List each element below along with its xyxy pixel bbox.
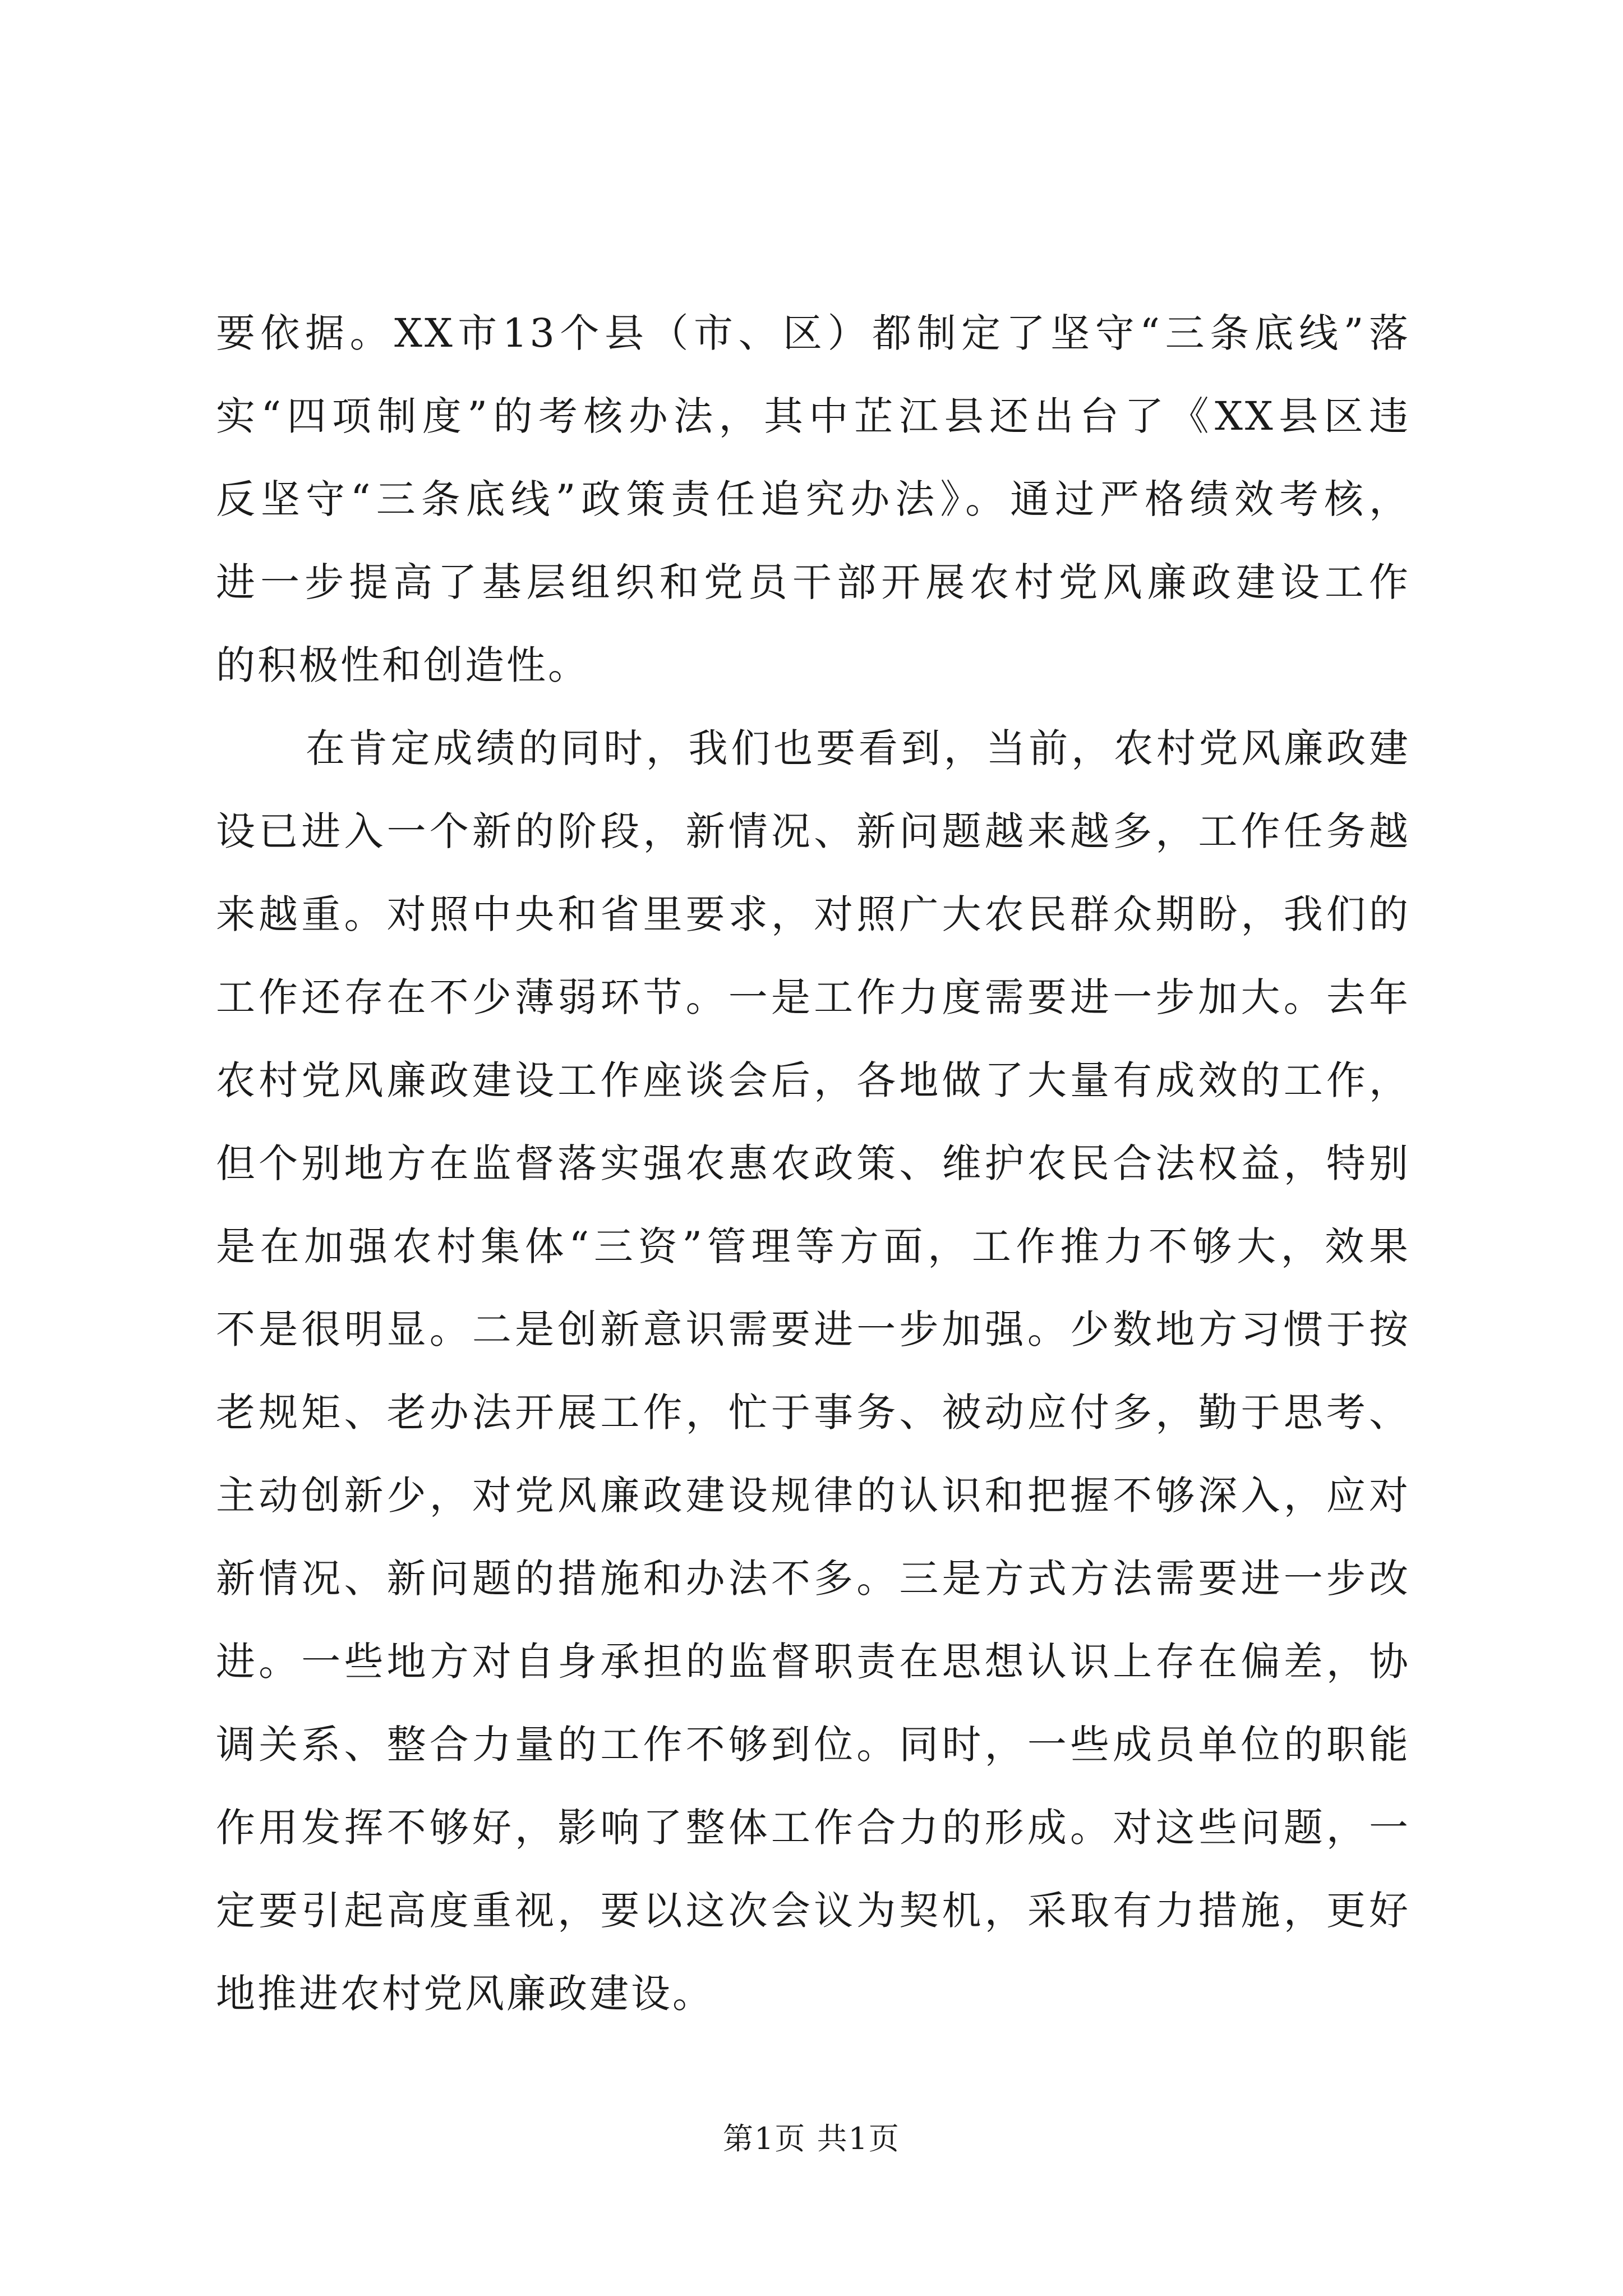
paragraph-2 (216, 707, 1410, 2035)
text-line: 在肯定成绩的同时，我们也要看到，当前，农村党风廉政建 (306, 725, 1410, 771)
text-line: 的积极性和创造性。 (216, 642, 589, 688)
text-line: 农村党风廉政建设工作座谈会后，各地做了大量有成效的工作， (216, 1057, 1410, 1103)
text-line: 但个别地方在监督落实强农惠农政策、维护农民合法权益，特别 (216, 1140, 1410, 1186)
text-line: 来越重。对照中央和省里要求，对照广大农民群众期盼，我们的 (216, 891, 1410, 937)
text-line: 是在加强农村集体“三资”管理等方面，工作推力不够大，效果 (216, 1223, 1410, 1269)
text-line: 主动创新少，对党风廉政建设规律的认识和把握不够深入，应对 (216, 1473, 1410, 1519)
text-line: 定要引起高度重视，要以这次会议为契机，采取有力措施，更好 (216, 1888, 1410, 1934)
paragraph-1 (216, 292, 1410, 707)
text-line: 调关系、整合力量的工作不够到位。同时，一些成员单位的职能 (216, 1722, 1410, 1768)
text-line: 老规矩、老办法开展工作，忙于事务、被动应付多，勤于思考、 (216, 1389, 1410, 1435)
text-line: 不是很明显。二是创新意识需要进一步加强。少数地方习惯于按 (216, 1306, 1410, 1352)
text-line: 设已进入一个新的阶段，新情况、新问题越来越多，工作任务越 (216, 808, 1410, 854)
text-line: 反坚守“三条底线”政策责任追究办法》。通过严格绩效考核， (216, 476, 1410, 522)
text-line: 实“四项制度”的考核办法，其中芷江县还出台了《XX县区违 (216, 393, 1410, 439)
document-body (216, 292, 1410, 2035)
text-line: 作用发挥不够好，影响了整体工作合力的形成。对这些问题，一 (216, 1805, 1410, 1851)
text-line: 地推进农村党风廉政建设。 (216, 1971, 714, 2017)
text-line: 进一步提高了基层组织和党员干部开展农村党风廉政建设工作 (216, 559, 1410, 605)
text-line: 进。一些地方对自身承担的监督职责在思想认识上存在偏差，协 (216, 1639, 1410, 1685)
text-line: 要依据。XX市13个县（市、区）都制定了坚守“三条底线”落 (216, 310, 1410, 356)
text-line: 工作还存在不少薄弱环节。一是工作力度需要进一步加大。去年 (216, 974, 1410, 1020)
text-line: 新情况、新问题的措施和办法不多。三是方式方法需要进一步改 (216, 1556, 1410, 1602)
page-number-footer: 第1页 共1页 (723, 2121, 900, 2156)
